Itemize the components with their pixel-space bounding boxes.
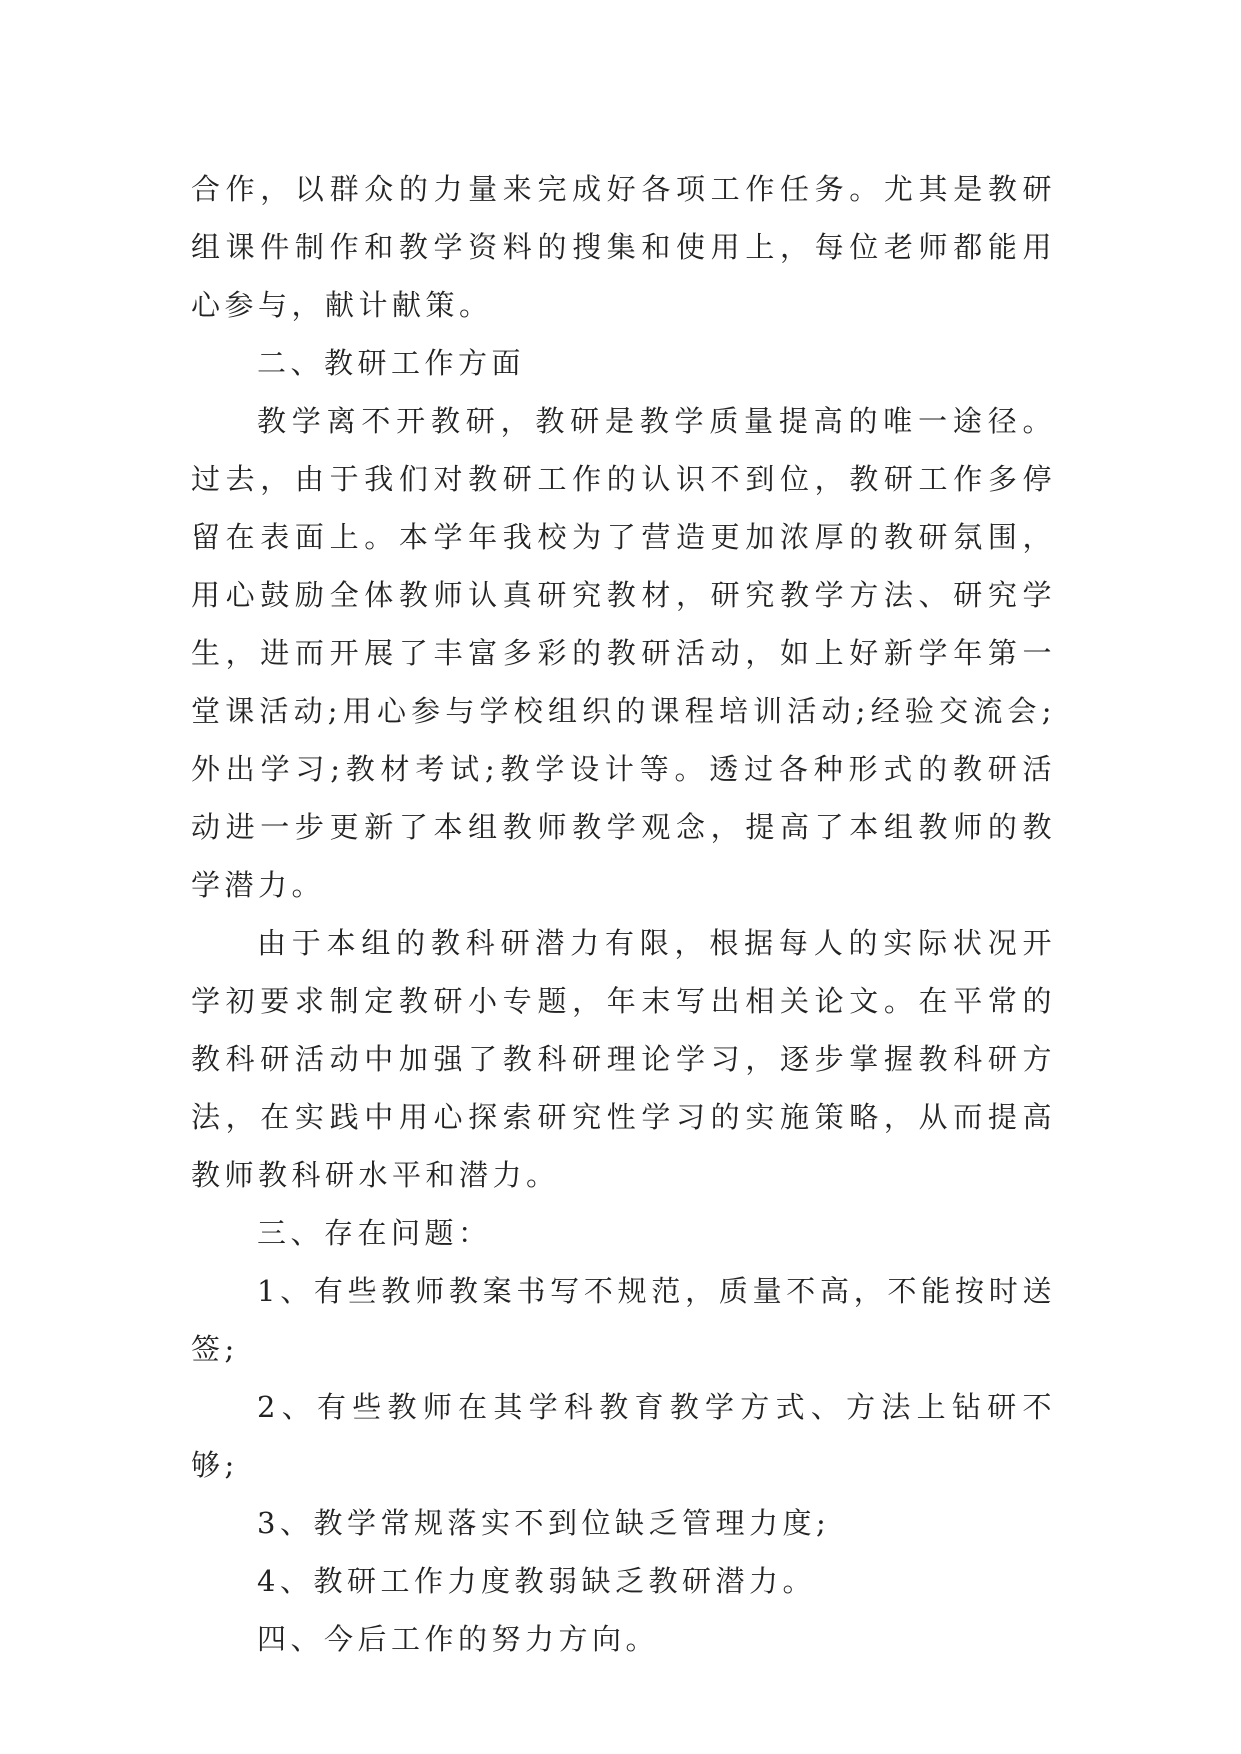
document-body <box>191 160 1056 1668</box>
problem-item-3: 3、教学常规落实不到位缺乏管理力度; <box>257 1506 831 1540</box>
section-heading-problems: 三、存在问题： <box>257 1216 492 1250</box>
problem-item-4: 4、教研工作力度教弱缺乏教研潜力。 <box>257 1564 816 1598</box>
problem-item-2: 2、有些教师在其学科教育教学方式、方法上钻研不够; <box>191 1390 1056 1482</box>
section-heading-research-work: 二、教研工作方面 <box>257 346 526 380</box>
paragraph-research-activities: 教学离不开教研，教研是教学质量提高的唯一途径。过去，由于我们对教研工作的认识不到位，教研工作多停留在表面上。本学年我校为了营造更加浓厚的教研氛围，用心鼓励全体教师认真研究教材，研究教学方法、研究学生，进而开展了丰富多彩的教研活动，如上好新学年第一堂课活动;用心参与学校组织的课程培训活动;经验交流会;外出学习;教材考试;教学设计等。透过各种形式的教研活动进一步更新了本组教师教学观念，提高了本组教师的教学潜力。 <box>191 404 1056 902</box>
paragraph-continuation: 合作，以群众的力量来完成好各项工作任务。尤其是教研组课件制作和教学资料的搜集和使用上，每位老师都能用心参与，献计献策。 <box>191 172 1056 322</box>
problem-item-1: 1、有些教师教案书写不规范，质量不高，不能按时送签; <box>191 1274 1056 1366</box>
section-heading-future-direction: 四、今后工作的努力方向。 <box>257 1622 660 1656</box>
paragraph-research-topics: 由于本组的教科研潜力有限，根据每人的实际状况开学初要求制定教研小专题，年末写出相关论文。在平常的教科研活动中加强了教科研理论学习，逐步掌握教科研方法，在实践中用心探索研究性学习的实施策略，从而提高教师教科研水平和潜力。 <box>191 926 1056 1192</box>
